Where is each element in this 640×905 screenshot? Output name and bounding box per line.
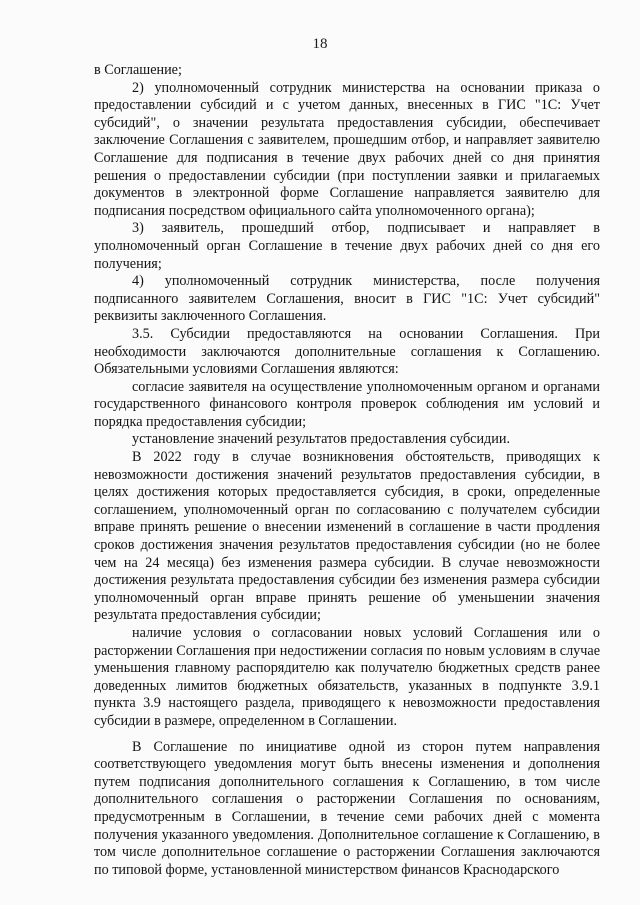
page-number: 18 [312, 36, 328, 52]
paragraph: установление значений результатов предоставления субсидии. [132, 431, 511, 448]
paragraph: 3) заявитель, прошедший отбор, подписывает и направляет в уполномоченный орган Соглашение в течение двух рабочих дней со дня его получения; [94, 220, 600, 272]
document-body [94, 62, 600, 879]
paragraph: В Соглашение по инициативе одной из сторон путем направления соответствующего уведомления могут быть внесены изменения и дополнения путем подписания дополнительного соглашения к Соглашению, в том числе дополнительного соглашения о расторжении Соглашения по основаниям, предусмотренным в Соглашении, в течение семи рабочих дней с момента получения указанного уведомления. Дополнительное соглашение к Соглашению, в том числе дополнительное соглашение о расторжении Соглашения заключаются по типовой форме, установленной министерством финансов Краснодарского [94, 738, 600, 878]
paragraph: 2) уполномоченный сотрудник министерства на основании приказа о предоставлении субсидий и с учетом данных, внесенных в ГИС "1С: Учет субсидий", о значении результата предоставления субсидии, обеспечивает заключение Соглашения с заявителем, прошедшим отбор, и направляет заявителю Соглашение для подписания в течение двух рабочих дней со дня принятия решения о предоставлении субсидии (при поступлении заявки и прилагаемых документов в электронной форме Соглашение направляется заявителю для подписания посредством официального сайта уполномоченного органа); [94, 79, 600, 219]
paragraph: 4) уполномоченный сотрудник министерства, после получения подписанного заявителем Соглашения, вносит в ГИС "1С: Учет субсидий" реквизиты заключенного Соглашения. [94, 273, 600, 325]
paragraph: согласие заявителя на осуществление уполномоченным органом и органами государственного финансового контроля проверок соблюдения им условий и порядка предоставления субсидии; [94, 378, 600, 430]
paragraph: В 2022 году в случае возникновения обстоятельств, приводящих к невозможности достижения значений результатов предоставления субсидии, в целях достижения которых предоставляется субсидия, в сроки, определенные соглашением, уполномоченный орган по согласованию с получателем субсидии вправе принять решение о внесении изменений в соглашение в части продления сроков достижения значения результатов предоставления субсидии (но не более чем на 24 месяца) без изменения размера субсидии. В случае невозможности достижения результата предоставления субсидии без изменения размера субсидии уполномоченный орган вправе принять решение об уменьшении значения результата предоставления субсидии; [94, 449, 600, 624]
paragraph: 3.5. Субсидии предоставляются на основании Соглашения. При необходимости заключаются дополнительные соглашения к Соглашению. Обязательными условиями Соглашения являются: [94, 325, 600, 378]
paragraph: в Соглашение; [94, 62, 182, 78]
paragraph: наличие условия о согласовании новых условий Соглашения или о расторжении Соглашения при недостижении согласия по новым условиям в случае уменьшения главному распорядителю как получателю бюджетных средств ранее доведенных лимитов бюджетных обязательств, указанных в подпункте 3.9.1 пункта 3.9 настоящего раздела, приводящего к невозможности предоставления субсидии в размере, определенном в Соглашении. [94, 625, 600, 729]
